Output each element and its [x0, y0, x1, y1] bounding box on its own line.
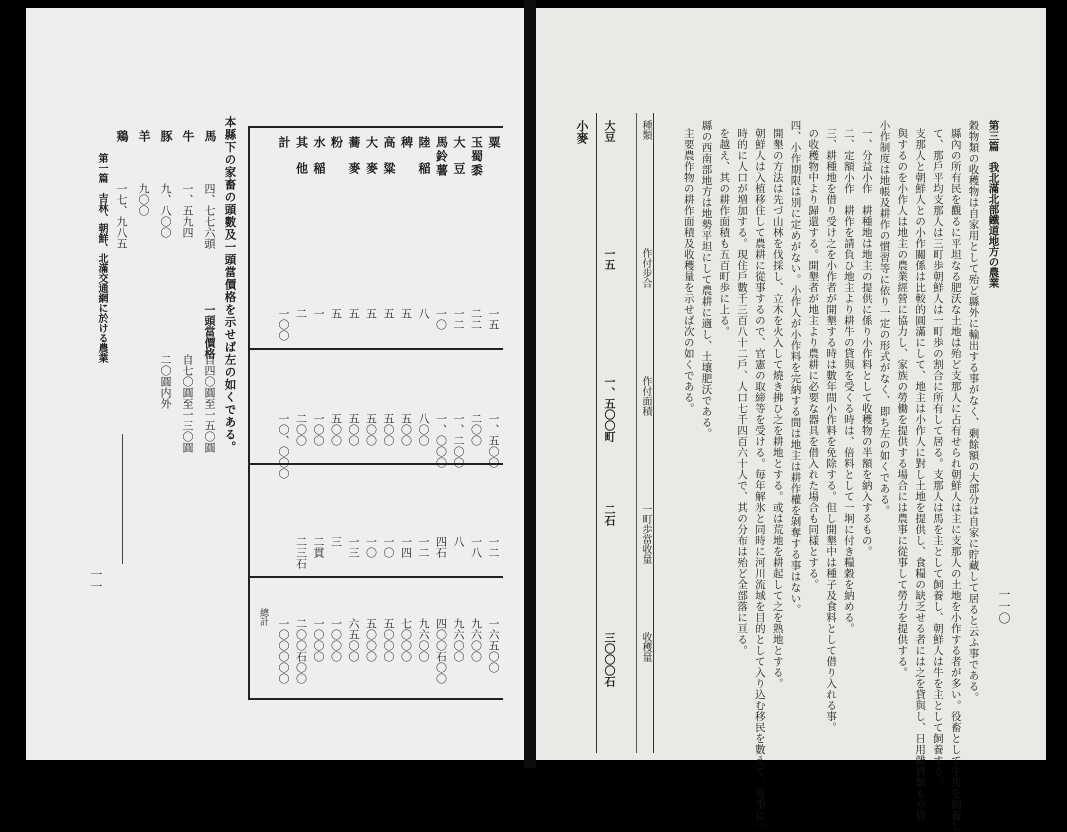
harvest-value: 五〇〇〇 [382, 618, 395, 662]
table-top-rule [248, 126, 503, 128]
ratio-value: 五 [364, 308, 378, 319]
right-table-footer-label: 小麥 [575, 120, 589, 144]
harvest-value: 九六〇〇 [452, 618, 465, 662]
livestock-animal: 牛 [181, 130, 195, 143]
paragraph-line: 穀物類の收穫物は自家用として殆ど縣外に輸出する事がなく、剰餘額の大部分は自家に貯藏して居ると云ふ事である。 [967, 120, 980, 703]
crop-name: 大麥 [364, 136, 379, 188]
livestock-price: 自七〇圓至一三〇圓 [181, 354, 194, 453]
paragraph-line: 主要農作物の耕作面積及收穫量を示せば次の如くである。 [682, 128, 695, 414]
harvest-value: 一〇〇〇 [329, 618, 343, 662]
livestock-price-header: 一頭當價格 [203, 304, 216, 359]
paragraph-line: 三、耕種地を借り受け之を小作者が開墾する時は數年間小作料を免除する。但し開墾中は種子及食料として借り入れる事。 [825, 128, 838, 733]
crop-name: 玉蜀黍 [469, 136, 484, 178]
ratio-value: 一〇〇 [277, 308, 290, 341]
area-value: 一〇、〇〇〇 [277, 413, 290, 479]
livestock-price: 自四〇圓至一五〇圓 [203, 354, 216, 453]
right-page-number: 一一〇 [997, 588, 1011, 624]
harvest-value: 四〇〇石〇〇 [434, 618, 448, 684]
crop-name: 高粱 [382, 136, 396, 188]
livestock-count: 一、五九四 [181, 183, 194, 238]
crop-name: 蕎麥 [347, 136, 361, 188]
paragraph-line: 二、定額小作 耕作を請負ひ地主より耕牛の貸與を受くる時は、倍料として一坰に付き糧穀を納める。 [842, 128, 855, 634]
livestock-intro: 本縣下の家畜の頭數及一頭當價格を示せば左の如くである。 [223, 116, 238, 454]
ratio-value: 二二 [469, 308, 483, 330]
paragraph-line: 時的に人口が増加する。現住戶數千三百八十二戶、人口七千四百六十人で、其の分布は殆ど全部落に亘る。 [736, 128, 749, 656]
paragraph-line: を越え、其の耕作面積も五百町歩に上る。 [718, 128, 731, 337]
livestock-animal: 羊 [137, 130, 151, 143]
yield-value: 一〇 [364, 536, 378, 558]
yield-value: 三 [329, 536, 343, 547]
livestock-animal: 馬 [203, 130, 217, 143]
ratio-value: 一 [312, 308, 325, 319]
paragraph-line: 支那人と朝鮮人との小作關係は比較的圓滿にして、地主は小作人に對し土地を提供し、食糧の缺乏せる者には之を貸與し、日用雜貨類も亦貸 [914, 128, 927, 821]
harvest-value: 六五〇〇 [347, 618, 360, 662]
table-bottom-rule [248, 698, 503, 700]
table-cell: 一、五〇〇町 [603, 376, 616, 442]
livestock-animal: 豚 [159, 130, 173, 143]
yield-value: 二貫 [312, 536, 325, 558]
footer-divider [122, 434, 123, 564]
yield-value: 二三石 [294, 536, 308, 569]
crop-name: 粟 [487, 136, 501, 148]
yield-value: 四石 [434, 536, 448, 558]
table-cell: 大豆 [603, 120, 616, 142]
area-value: 一、五〇〇 [487, 413, 500, 468]
yield-value: 一〇 [382, 536, 395, 558]
paragraph-line: 開墾の方法は先づ山林を伐採し、立木を火入して燒き拂ひ之を耕地とする。或は荒地を耕起して之を熟地とする。 [771, 128, 784, 689]
paragraph-line: 小作制度は地帳及耕作の慣習等に依り一定の形式がなく、即ち左の如くである。 [878, 120, 891, 516]
harvest-value: 七〇〇〇 [399, 618, 413, 662]
livestock-price: 二〇圓内外 [159, 354, 172, 409]
crop-name: 馬鈴薯 [434, 136, 449, 178]
livestock-animal: 鶏 [115, 130, 129, 143]
table-header: 種類 [640, 120, 651, 140]
left-footer: 第一篇 吉林、朝鮮、北滿交通網に於ける農業 [96, 153, 107, 363]
yield-value: 一八 [469, 536, 483, 558]
area-value: 五〇〇 [329, 413, 343, 446]
table-cell: 一五 [603, 248, 616, 270]
paragraph-line: の收穫物中より歸還する。開墾者が地主より農耕に必要な器具を借入れた場合も同樣とする。 [807, 128, 820, 590]
table-rule-1 [248, 348, 503, 350]
ratio-value: 五 [347, 308, 360, 319]
harvest-value: 一六五〇〇 [487, 618, 500, 673]
area-value: 五〇〇 [399, 413, 413, 446]
paragraph-line: 一、分益小作 耕種地は地主の提供に係り小作料として收穫物の半額を納入するもの。 [860, 128, 873, 557]
area-value: 一、〇〇〇 [434, 413, 448, 468]
right-page [536, 8, 1046, 832]
table-rule-3 [248, 576, 503, 578]
harvest-value: 一〇〇〇 [312, 618, 325, 662]
ratio-value: 二 [294, 308, 308, 319]
area-value: 八〇〇 [417, 413, 430, 446]
right-header: 第三篇 我北滿北部鐵道地方の農業 [987, 120, 1000, 288]
table-left-rule [248, 126, 250, 698]
yield-value: 八 [452, 536, 465, 547]
total-label: 總計 [258, 608, 268, 626]
ratio-value: 一〇 [434, 308, 448, 330]
book-spine [524, 0, 536, 768]
area-value: 一、二〇〇 [452, 413, 465, 468]
table-cell: 二石 [603, 504, 616, 526]
harvest-value: 一〇〇〇〇〇 [277, 618, 290, 684]
ratio-value: 五 [399, 308, 413, 319]
area-value: 一〇〇 [312, 413, 325, 446]
harvest-value: 九六〇〇 [469, 618, 483, 662]
ratio-value: 八 [417, 308, 430, 319]
area-value: 二〇〇 [294, 413, 308, 446]
area-value: 五〇〇 [364, 413, 378, 446]
ratio-value: 一二 [452, 308, 465, 330]
left-page [26, 8, 524, 760]
yield-value: 一四 [399, 536, 413, 558]
paragraph-line: 縣內の所有民を觀るに平坦なる肥沃な土地は殆ど支那人に占有せられ朝鮮人は主に支那人の土地を小作する者が多い。役畜として牛馬を飼養し [949, 128, 962, 832]
left-page-number: 一一 [89, 568, 103, 592]
area-value: 五〇〇 [382, 413, 395, 446]
crop-name: 陸稲 [417, 136, 431, 188]
livestock-count: 九、八〇〇 [159, 183, 172, 238]
crop-name: 其他 [294, 136, 309, 188]
area-value: 二〇〇 [469, 413, 483, 446]
paragraph-line: 朝鮮人は入植移住して農耕に從事するので、官憲の取締等を受ける。毎年解氷と同時に河川流域を目的として入り込む移民を數えて、夏季に一 [753, 128, 766, 832]
paragraph-line: て、那戶平均支那人は三町歩朝鮮人は一町歩の割合に所有して居る。支那人は馬を主として飼養し、朝鮮人は牛を主として飼養する。 [931, 128, 944, 788]
harvest-value: 二〇〇石〇〇 [294, 618, 308, 684]
paragraph-line: 縣の西南部地方は地勢平坦にして農耕に適し、土壤肥沃である。 [700, 120, 713, 439]
crop-name: 粉 [329, 136, 344, 148]
yield-value: 一二 [487, 536, 500, 558]
paragraph-line: 四、小作期限は別に定めがない。小作人が小作料を完納する間は地主は耕作權を剝奪する事はない。 [789, 120, 802, 615]
paragraph-line: 與するのを小作人は地主の農業經營に協力し、家族の勞働を提供する場合には農事に從事して勞力を提供する。 [896, 128, 909, 678]
crop-name: 大豆 [452, 136, 466, 188]
table-header: 作付面積 [640, 376, 651, 416]
table-header: 一町歩當收量 [640, 504, 651, 564]
area-value: 五〇〇 [347, 413, 360, 446]
harvest-value: 九六〇〇 [417, 618, 430, 662]
harvest-value: 五〇〇〇 [364, 618, 378, 662]
crop-name: 計 [277, 136, 291, 148]
crop-name: 稗 [399, 136, 414, 148]
ratio-value: 五 [382, 308, 395, 319]
table-cell: 三〇〇〇石 [603, 632, 616, 687]
yield-value: 一二 [417, 536, 430, 558]
ratio-value: 一五 [487, 308, 500, 330]
ratio-value: 五 [329, 308, 343, 319]
yield-value: 一三 [347, 536, 360, 558]
livestock-count: 四、七七六頭 [203, 183, 216, 249]
livestock-count: 九〇〇 [137, 183, 150, 216]
crop-name: 水稲 [312, 136, 326, 188]
table-header: 作付步合 [640, 248, 651, 288]
table-header: 收穫量 [640, 632, 651, 662]
livestock-count: 一七、九八五 [115, 183, 128, 249]
